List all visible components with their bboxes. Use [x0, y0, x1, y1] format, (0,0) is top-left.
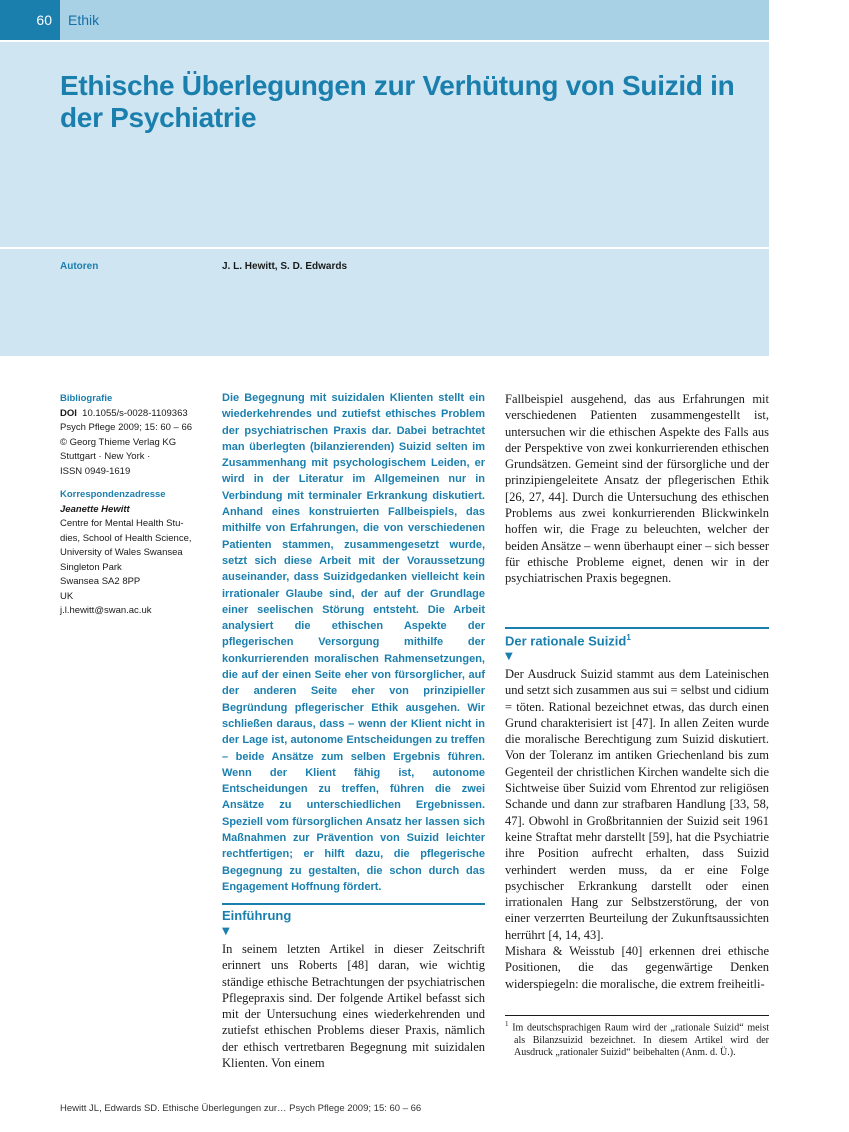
footnote-text: Im deutschsprachigen Raum wird der „rationale Suizid“ meist als Bilanzsuizid bezeichnet. In diesem Artikel wird der Ausdruck „rationaler Suizid“ beibehalten (Anm. d. Ü.).: [512, 1022, 769, 1059]
section-label: Ethik: [60, 0, 769, 40]
address-line: UK: [60, 590, 74, 602]
article-title: Ethische Überlegungen zur Verhütung von Suizid in der Psychiatrie: [60, 70, 735, 133]
page-footer: Hewitt JL, Edwards SD. Ethische Überlegungen zur… Psych Pflege 2009; 15: 60 – 66: [60, 1103, 422, 1114]
journal-ref: Psych Pflege 2009; 15: 60 – 66: [60, 422, 193, 433]
email-link[interactable]: j.l.hewitt@swan.ac.uk: [60, 605, 152, 616]
page-number: 60: [0, 0, 60, 40]
publisher-city: Stuttgart · New York ·: [60, 451, 151, 462]
doi-value: 10.1055/s-0028-1109363: [82, 407, 188, 419]
address-line: Swansea SA2 8PP: [60, 576, 141, 587]
right-para-2: Der Ausdruck Suizid stammt aus dem Lateinischen und setzt sich zusammen aus sui = selbst und cidium = töten. Rational bezeichnet etwas, das durch einen Grund charakterisiert ist [47]. In allen Zeiten wurde die moralische Berechtigung zum Suizid diskutiert. Von der Toleranz im antiken Griechenland bis zum Gegenteil der christlichen Kirchen wandelte sich die Sichtweise über Suizid vom Ehrentod zur religiösen Schande und dann zur strafbaren Handlung [33, 58, 47]. Obwohl in Großbritannien der Suizid seit 1961 keine Straftat mehr darstellt [59], hat die Psychiatrie ihre Position aufrecht erhalten, dass Suizid verhindert werden muss, da er eine Folge psychischer Erkrankung darstellt oder einen irrationalen Hang zur Selbstzerstörung, der von einer verzerrten Beurteilung der Zukunftsaussichten herrührt [4, 14, 43].: [505, 667, 769, 942]
footnote-ref[interactable]: 1: [626, 633, 631, 642]
header-divider: [0, 40, 769, 42]
sidebar: [60, 392, 210, 619]
rational-heading: [505, 633, 631, 648]
right-para-3: Mishara & Weisstub [40] erkennen drei ethische Positionen, die das gegenwärtige Denken widerspiegeln: die moralische, die extrem freiheitli-: [505, 944, 769, 991]
right-para-1: Fallbeispiel ausgehend, das aus Erfahrungen mit verschiedenen Patienten zusammengestellt ist, untersuchen wir die ethischen Aspekte des Falls aus der Perspektive von zwei konkurrierenden ethischen Grundsätzen. Gemeint sind der fürsorgliche und der prinzipiengeleitete Ansatz der pflegerischen Ethik [26, 27, 44]. Durch die Untersuchung des ethischen Problems aus zwei konkurrierenden Blickwinkeln hoffen wir, die Frage zu beleuchten, welcher der beiden Ansätze – wenn überhaupt einer – sich besser für ethische Probleme eignet, denen wir in der psychiatrischen Praxis begegnen.: [505, 392, 769, 586]
arrow-down-icon: ▼: [505, 651, 513, 662]
address-line: Singleton Park: [60, 561, 122, 573]
bibliography-heading: Bibliografie: [60, 393, 113, 404]
intro-rule: [222, 903, 485, 905]
authors: J. L. Hewitt, S. D. Edwards: [222, 261, 348, 272]
correspondence-heading: Korrespondenzadresse: [60, 489, 166, 500]
intro-text: In seinem letzten Artikel in dieser Zeitschrift erinnert uns Roberts [48] daran, wie wichtig ständige ethische Betrachtungen der psychiatrischen Pflegepraxis sind. Der folgende Artikel befasst sich mit der Untersuchung eines wiederkehrenden und zutiefst ethischen Problems dieser Praxis, nämlich der ethisch vertretbaren Begegnung mit suizidalen Klienten. Von einem: [222, 942, 485, 1071]
doi-label: DOI: [60, 407, 77, 419]
copyright: © Georg Thieme Verlag KG: [60, 436, 177, 448]
address-line: dies, School of Health Science,: [60, 532, 192, 544]
rational-rule: [505, 627, 769, 629]
rational-heading-text: Der rationale Suizid: [505, 633, 627, 649]
right-body: [505, 666, 769, 992]
abstract: Die Begegnung mit suizidalen Klienten stellt ein wiederkehrendes und zutiefst ethisches Problem der psychiatrischen Praxis dar. Dabei betrachtet man überlegten (bilanzierenden) Suizid selten im Zusammenhang mit psychologischem Leiden, er wird in der Literatur im Allgemeinen nur in Verbindung mit terminaler Erkrankung diskutiert. Anhand eines konstruierten Fallbeispiels, das mithilfe von Erfahrungen, die von verschiedenen Patienten stammen, zusammengesetzt wurde, setzt sich diese Arbeit mit der Voraussetzung auseinander, dass Suizidgedanken vielleicht kein irrationaler Glaube sind, der auf der Grundlage einer seelischen Störung entsteht. Die Arbeit analysiert die ethischen Aspekte der pflegerischen Versorgung mithilfe der konkurrierenden moralischen Rahmensetzungen, die auf der einen Seite eher von fürsorglicher, auf der anderen Seite eher von prinzipieller Begründung pflegerischer Ethik ausgehen. Wir schließen daraus, dass – wenn der Klient nicht in der Lage ist, autonome Entscheidungen zu treffen – beide Ansätze zum selben Ergebnis führen. Wenn der Klient fähig ist, autonome Entscheidungen zu treffen, führen die zwei Ansätze zu unterschiedlichen Ergebnissen. Speziell vom fürsorglichen Ansatz her lassen sich Maßnahmen zur Prävention von Suizid leichter rechtfertigen; er hilft dazu, die pflegerische Begegnung zu gestalten, die schon durch das Engagement Hoffnung fördert.: [222, 392, 485, 893]
footnote-rule: [505, 1015, 769, 1016]
authors-label: Autoren: [60, 261, 99, 272]
address-line: Centre for Mental Health Stu-: [60, 518, 184, 529]
issn: ISSN 0949-1619: [60, 465, 131, 477]
correspondence-name: Jeanette Hewitt: [60, 503, 130, 515]
arrow-down-icon: ▼: [222, 926, 230, 937]
doi-line: [60, 407, 210, 422]
title-divider: [0, 247, 769, 249]
footnote: [505, 1018, 769, 1060]
footnote-num: 1: [505, 1020, 509, 1028]
header-band: [0, 0, 769, 356]
address-line: University of Wales Swansea: [60, 547, 183, 558]
intro-heading: Einführung: [222, 908, 292, 923]
